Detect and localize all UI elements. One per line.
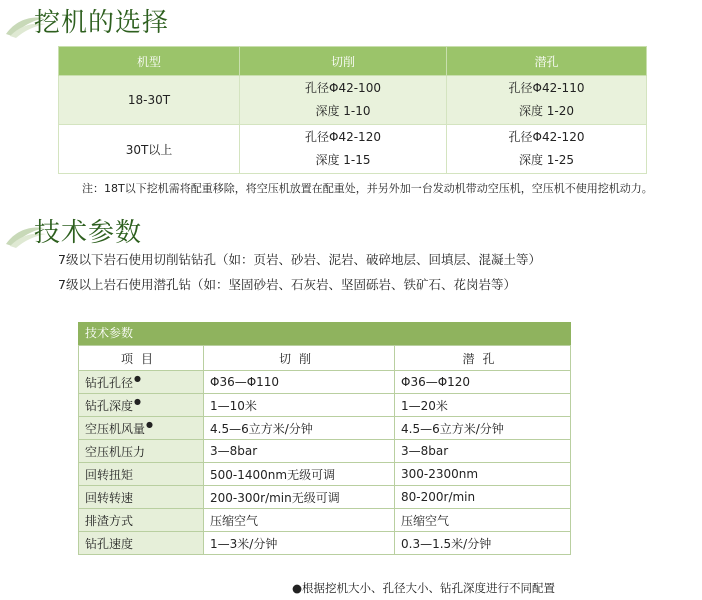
table-row: [79, 371, 571, 394]
machine-selection-table: [58, 46, 647, 174]
note-marker: ●: [134, 396, 141, 406]
table-row: [59, 76, 647, 125]
spec-cut-value: 200-300r/min无级可调: [204, 486, 395, 509]
spec-label: 钻孔深度●: [79, 394, 204, 417]
spec-table-caption: 技术参数: [78, 322, 571, 345]
spec-dth-value: 80-200r/min: [395, 486, 571, 509]
cut-depth: 深度 1-10: [315, 104, 371, 118]
spec-label: 回转转速: [79, 486, 204, 509]
dth-cell: [447, 76, 647, 125]
section-heading-machine-selection: [4, 2, 169, 38]
section-title: 技术参数: [34, 218, 143, 248]
spec-cut-value: 压缩空气: [204, 509, 395, 532]
section-title: 挖机的选择: [34, 8, 170, 38]
cut-depth: 深度 1-15: [315, 153, 371, 167]
spec-label: 回转扭矩: [79, 463, 204, 486]
spec-dth-value: Φ36—Φ120: [395, 371, 571, 394]
section-heading-tech-params: [4, 212, 142, 248]
spec-dth-value: 4.5—6立方米/分钟: [395, 417, 571, 440]
cut-diameter: 孔径Φ42-120: [305, 130, 381, 144]
col-header-item: 项目: [79, 346, 204, 371]
spec-cut-value: 1—10米: [204, 394, 395, 417]
col-header-dth: 潜孔: [395, 346, 571, 371]
dth-depth: 深度 1-20: [518, 104, 575, 118]
spec-dth-value: 3—8bar: [395, 440, 571, 463]
spec-cut-value: 4.5—6立方米/分钟: [204, 417, 395, 440]
machine-note: 注：18T以下挖机需将配重移除，将空压机放置在配重处，并另外加一台发动机带动空压机，空压机不使用挖机动力。: [82, 182, 653, 195]
table-row: [79, 532, 571, 555]
table-row: [79, 486, 571, 509]
table-row: [79, 440, 571, 463]
config-note: ●根据挖机大小、孔径大小、钻孔深度进行不同配置: [292, 581, 556, 595]
spec-dth-value: 压缩空气: [395, 509, 571, 532]
spec-dth-value: 1—20米: [395, 394, 571, 417]
table-row: [59, 125, 647, 174]
spec-label: 钻孔孔径●: [79, 371, 204, 394]
spec-cut-value: 1—3米/分钟: [204, 532, 395, 555]
col-header-dth: 潜孔: [447, 47, 647, 76]
description-line: 7级以上岩石使用潜孔钻（如：坚固砂岩、石灰岩、坚固砾岩、铁矿石、花岗岩等）: [58, 277, 516, 292]
spec-label: 空压机压力: [79, 440, 204, 463]
col-header-cut: 切削: [240, 47, 447, 76]
model-cell: 30T以上: [59, 125, 240, 174]
table-row: [79, 509, 571, 532]
spec-label: 空压机风量●: [79, 417, 204, 440]
table-row: [79, 417, 571, 440]
dth-diameter: 孔径Φ42-120: [508, 130, 585, 144]
description-line: 7级以下岩石使用切削钻钻孔（如：页岩、砂岩、泥岩、破碎地层、回填层、混凝土等）: [58, 252, 541, 267]
dth-diameter: 孔径Φ42-110: [508, 81, 585, 95]
spec-dth-value: 0.3—1.5米/分钟: [395, 532, 571, 555]
spec-label: 排渣方式: [79, 509, 204, 532]
cut-cell: [240, 76, 447, 125]
tech-spec-table: [78, 322, 571, 555]
table-row: [79, 394, 571, 417]
dth-cell: [447, 125, 647, 174]
cut-cell: [240, 125, 447, 174]
spec-cut-value: Φ36—Φ110: [204, 371, 395, 394]
spec-cut-value: 500-1400nm无级可调: [204, 463, 395, 486]
spec-dth-value: 300-2300nm: [395, 463, 571, 486]
model-cell: 18-30T: [59, 76, 240, 125]
note-marker: ●: [134, 373, 141, 383]
cut-diameter: 孔径Φ42-100: [305, 81, 381, 95]
note-marker: ●: [146, 419, 153, 429]
spec-cut-value: 3—8bar: [204, 440, 395, 463]
col-header-model: 机型: [59, 47, 240, 76]
col-header-cut: 切削: [204, 346, 395, 371]
spec-label: 钻孔速度: [79, 532, 204, 555]
dth-depth: 深度 1-25: [518, 153, 575, 167]
table-row: [79, 463, 571, 486]
